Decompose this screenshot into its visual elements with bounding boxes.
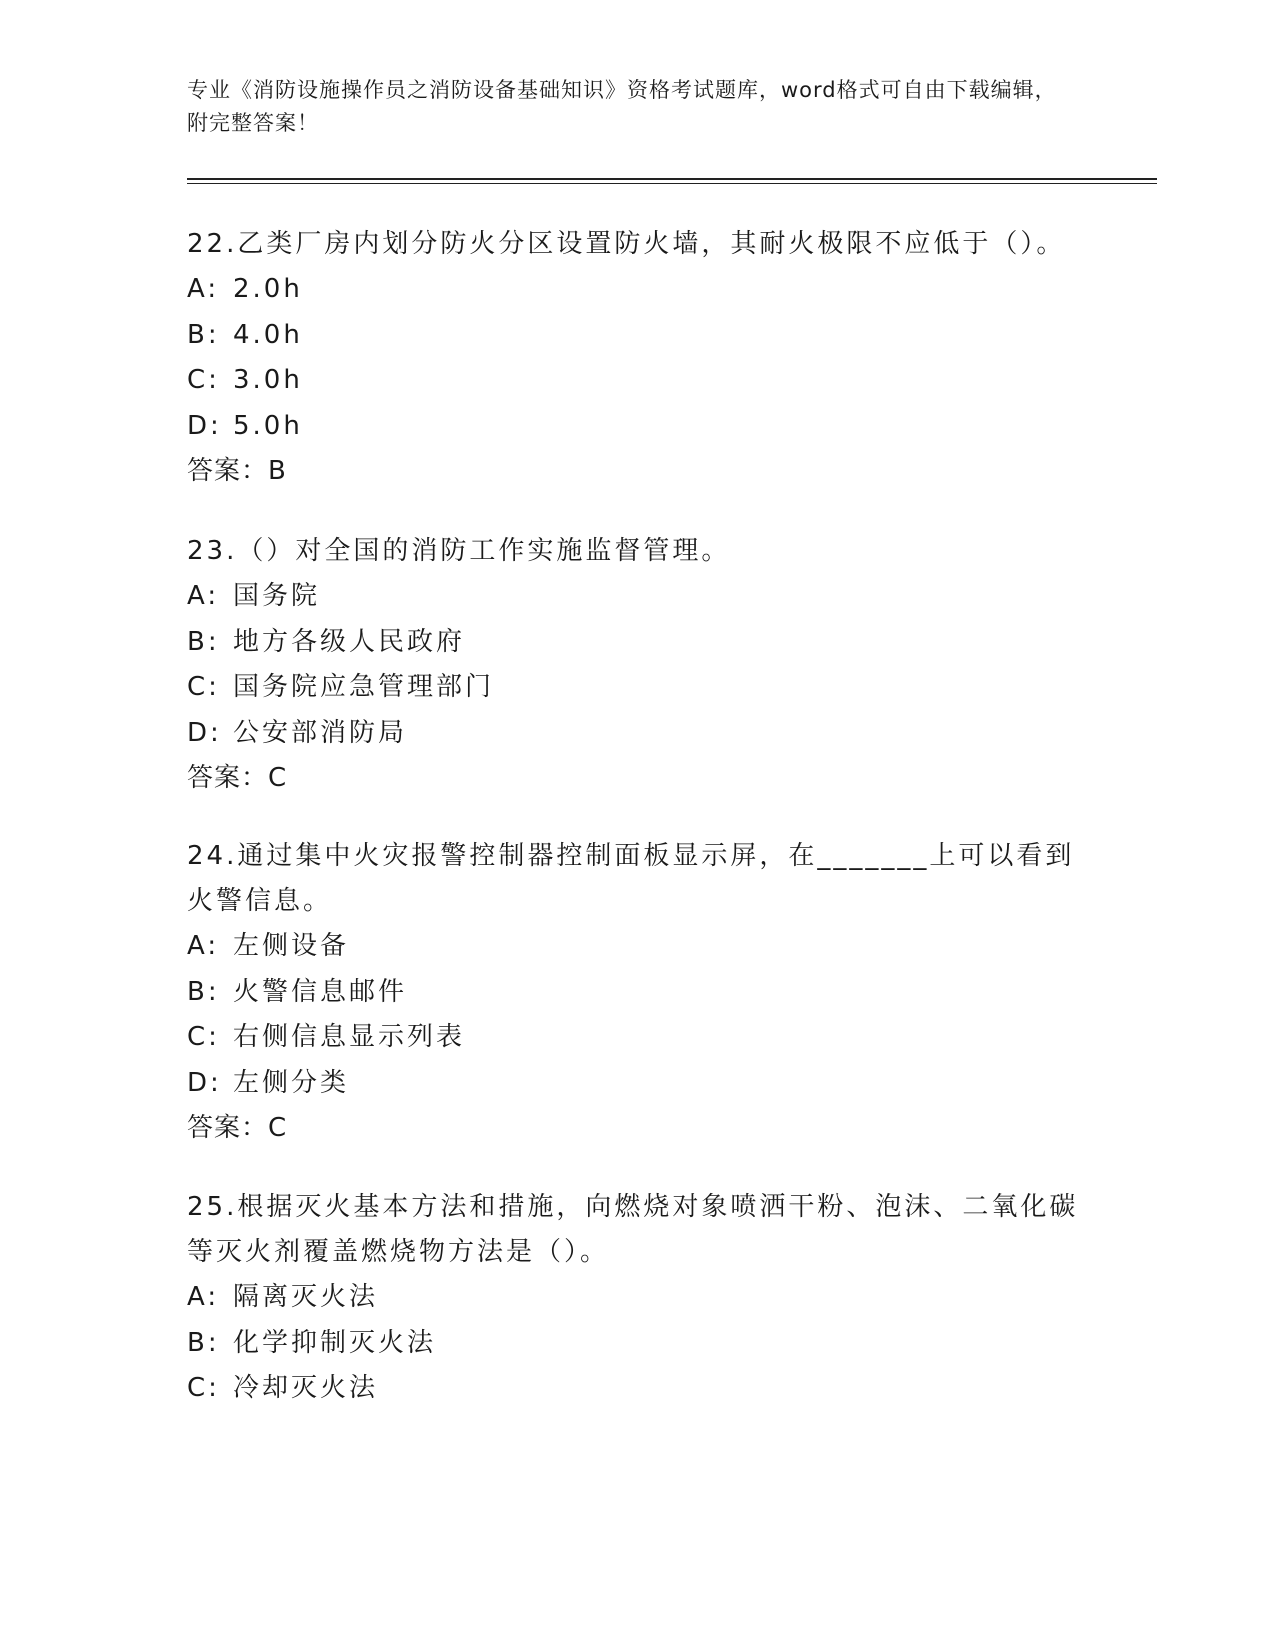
option-c <box>187 1366 1087 1412</box>
option-d <box>187 711 1087 757</box>
option-a <box>187 1275 1087 1321</box>
answer-value: C <box>268 763 288 793</box>
option-text: 国务院 <box>233 581 321 611</box>
header-divider <box>187 178 1157 184</box>
option-d <box>187 404 1087 450</box>
option-key: B: <box>187 976 220 1007</box>
option-key: D: <box>187 1067 222 1098</box>
answer-label: 答案： <box>187 763 269 793</box>
document-header: 专业《消防设施操作员之消防设备基础知识》资格考试题库，word格式可自由下载编辑，附完整答案！ <box>187 78 1057 135</box>
option-c <box>187 1015 1087 1061</box>
question-25 <box>187 1185 1087 1412</box>
option-text: 右侧信息显示列表 <box>233 1022 466 1052</box>
answer-line <box>187 1106 1087 1151</box>
option-key: D: <box>187 410 222 441</box>
option-key: C: <box>187 1373 220 1403</box>
option-text: 火警信息邮件 <box>233 976 408 1007</box>
answer-value: B <box>268 456 287 486</box>
option-text: 国务院应急管理部门 <box>233 672 495 702</box>
option-text: 地方各级人民政府 <box>233 626 466 657</box>
option-text: 公安部消防局 <box>233 717 408 748</box>
option-a <box>187 267 1087 313</box>
option-key: B: <box>187 1327 220 1358</box>
answer-line <box>187 756 1087 801</box>
option-text: 化学抑制灭火法 <box>233 1327 437 1358</box>
option-d <box>187 1061 1087 1107</box>
answer-value: C <box>268 1113 288 1143</box>
option-key: B: <box>187 626 220 657</box>
question-stem: 25.根据灭火基本方法和措施，向燃烧对象喷洒干粉、泡沫、二氧化碳等灭火剂覆盖燃烧物方法是（）。 <box>187 1192 1079 1267</box>
option-key: C: <box>187 1022 220 1052</box>
option-key: C: <box>187 365 220 395</box>
option-key: D: <box>187 717 222 748</box>
question-stem: 22.乙类厂房内划分防火分区设置防火墙，其耐火极限不应低于（）。 <box>187 229 1066 259</box>
answer-label: 答案： <box>187 456 269 486</box>
question-24 <box>187 834 1087 1151</box>
question-22 <box>187 222 1087 494</box>
option-text: 3.0h <box>233 365 303 395</box>
option-text: 4.0h <box>233 319 303 350</box>
option-a <box>187 924 1087 970</box>
answer-line <box>187 449 1087 494</box>
answer-label: 答案： <box>187 1113 269 1143</box>
option-text: 隔离灭火法 <box>233 1282 379 1312</box>
option-b <box>187 1321 1087 1367</box>
option-c <box>187 358 1087 404</box>
question-stem: 24.通过集中火灾报警控制器控制面板显示屏，在_______上可以看到火警信息。 <box>187 841 1075 916</box>
option-key: A: <box>187 581 220 611</box>
question-stem: 23.（）对全国的消防工作实施监督管理。 <box>187 536 731 566</box>
option-text: 左侧分类 <box>233 1067 350 1098</box>
option-a <box>187 574 1087 620</box>
option-b <box>187 970 1087 1016</box>
option-key: A: <box>187 1282 220 1312</box>
option-text: 左侧设备 <box>233 931 350 961</box>
option-key: B: <box>187 319 220 350</box>
option-text: 5.0h <box>233 410 303 441</box>
option-text: 冷却灭火法 <box>233 1373 379 1403</box>
question-23 <box>187 529 1087 801</box>
option-text: 2.0h <box>233 274 303 304</box>
option-c <box>187 665 1087 711</box>
option-key: C: <box>187 672 220 702</box>
option-key: A: <box>187 931 220 961</box>
option-b <box>187 313 1087 359</box>
option-b <box>187 620 1087 666</box>
option-key: A: <box>187 274 220 304</box>
